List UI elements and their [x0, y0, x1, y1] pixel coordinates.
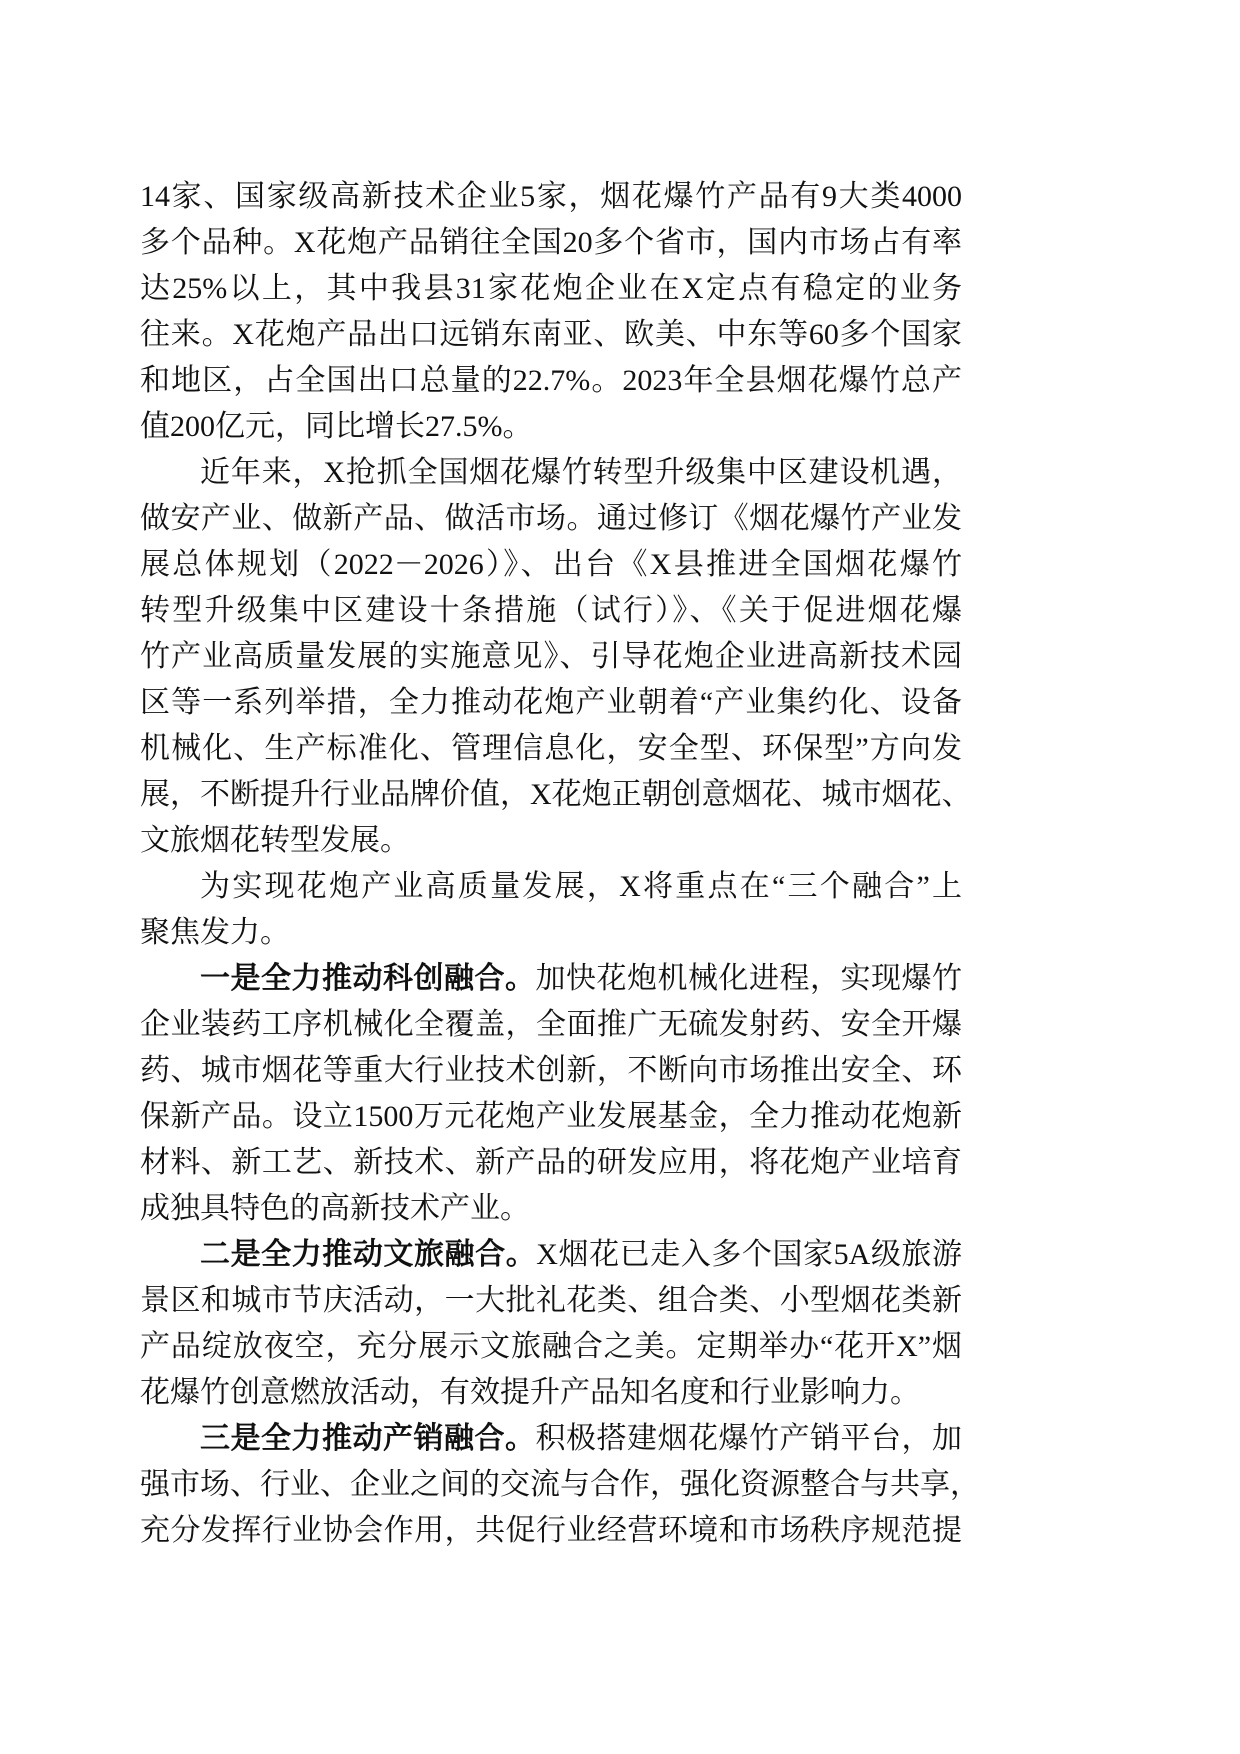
text-line: 为实现花炮产业高质量发展，X将重点在“三个融合”上 — [200, 870, 962, 903]
text-line — [140, 1232, 962, 1278]
paragraph — [140, 1232, 962, 1416]
text-line: 区等一系列举措，全力推动花炮产业朝着“产业集约化、设备 — [140, 686, 962, 719]
text-line: 和地区，占全国出口总量的22.7%。2023年全县烟花爆竹总产 — [140, 364, 962, 397]
text-line: 聚焦发力。 — [140, 916, 290, 949]
text-line: 成独具特色的高新技术产业。 — [140, 1192, 530, 1225]
text-line: 保新产品。设立1500万元花炮产业发展基金，全力推动花炮新 — [140, 1100, 962, 1133]
text-line: 转型升级集中区建设十条措施（试行）》、《关于促进烟花爆 — [140, 594, 962, 627]
text-line — [140, 1416, 962, 1462]
paragraph-lead: 三是全力推动产销融合。 — [200, 1421, 536, 1456]
text-line: 药、城市烟花等重大行业技术创新，不断向市场推出安全、环 — [140, 1054, 962, 1087]
text-line: 往来。X花炮产品出口远销东南亚、欧美、中东等60多个国家 — [140, 318, 962, 351]
text-line: 近年来，X抢抓全国烟花爆竹转型升级集中区建设机遇， — [200, 456, 962, 489]
text-line: 企业装药工序机械化全覆盖，全面推广无硫发射药、安全开爆 — [140, 1008, 962, 1041]
paragraph — [140, 450, 972, 864]
text-line: 多个品种。X花炮产品销往全国20多个省市，国内市场占有率 — [140, 226, 962, 259]
text-line-body: 积极搭建烟花爆竹产销平台，加 — [535, 1422, 962, 1455]
paragraph-lead: 一是全力推动科创融合。 — [200, 961, 536, 996]
paragraph — [140, 174, 962, 450]
text-line-body: 加快花炮机械化进程，实现爆竹 — [535, 962, 962, 995]
text-line: 花爆竹创意燃放活动，有效提升产品知名度和行业影响力。 — [140, 1376, 920, 1409]
text-line: 达25%以上，其中我县31家花炮企业在X定点有稳定的业务 — [140, 272, 962, 305]
paragraph-lead: 二是全力推动文旅融合。 — [200, 1237, 537, 1272]
text-line-body: X烟花已走入多个国家5A级旅游 — [536, 1238, 962, 1271]
text-line: 竹产业高质量发展的实施意见》、引导花炮企业进高新技术园 — [140, 640, 962, 673]
paragraph — [140, 1416, 980, 1554]
text-line: 做安产业、做新产品、做活市场。通过修订《烟花爆竹产业发 — [140, 502, 962, 535]
text-line: 14家、国家级高新技术企业5家，烟花爆竹产品有9大类4000 — [140, 180, 962, 213]
text-line: 展总体规划（2022－2026）》、出台《X县推进全国烟花爆竹 — [140, 548, 962, 581]
text-line: 景区和城市节庆活动，一大批礼花类、组合类、小型烟花类新 — [140, 1284, 962, 1317]
text-line: 强市场、行业、企业之间的交流与合作，强化资源整合与共享， — [140, 1468, 980, 1501]
paragraph — [140, 864, 962, 956]
text-line: 展，不断提升行业品牌价值，X花炮正朝创意烟花、城市烟花、 — [140, 778, 972, 811]
text-line: 充分发挥行业协会作用，共促行业经营环境和市场秩序规范提 — [140, 1514, 962, 1547]
text-line: 产品绽放夜空，充分展示文旅融合之美。定期举办“花开X”烟 — [140, 1330, 962, 1363]
text-line: 文旅烟花转型发展。 — [140, 824, 410, 857]
document-body — [140, 174, 980, 1554]
text-line: 机械化、生产标准化、管理信息化，安全型、环保型”方向发 — [140, 732, 962, 765]
text-line — [140, 956, 962, 1002]
text-line: 材料、新工艺、新技术、新产品的研发应用，将花炮产业培育 — [140, 1146, 962, 1179]
paragraph — [140, 956, 962, 1232]
text-line: 值200亿元，同比增长27.5%。 — [140, 410, 533, 443]
